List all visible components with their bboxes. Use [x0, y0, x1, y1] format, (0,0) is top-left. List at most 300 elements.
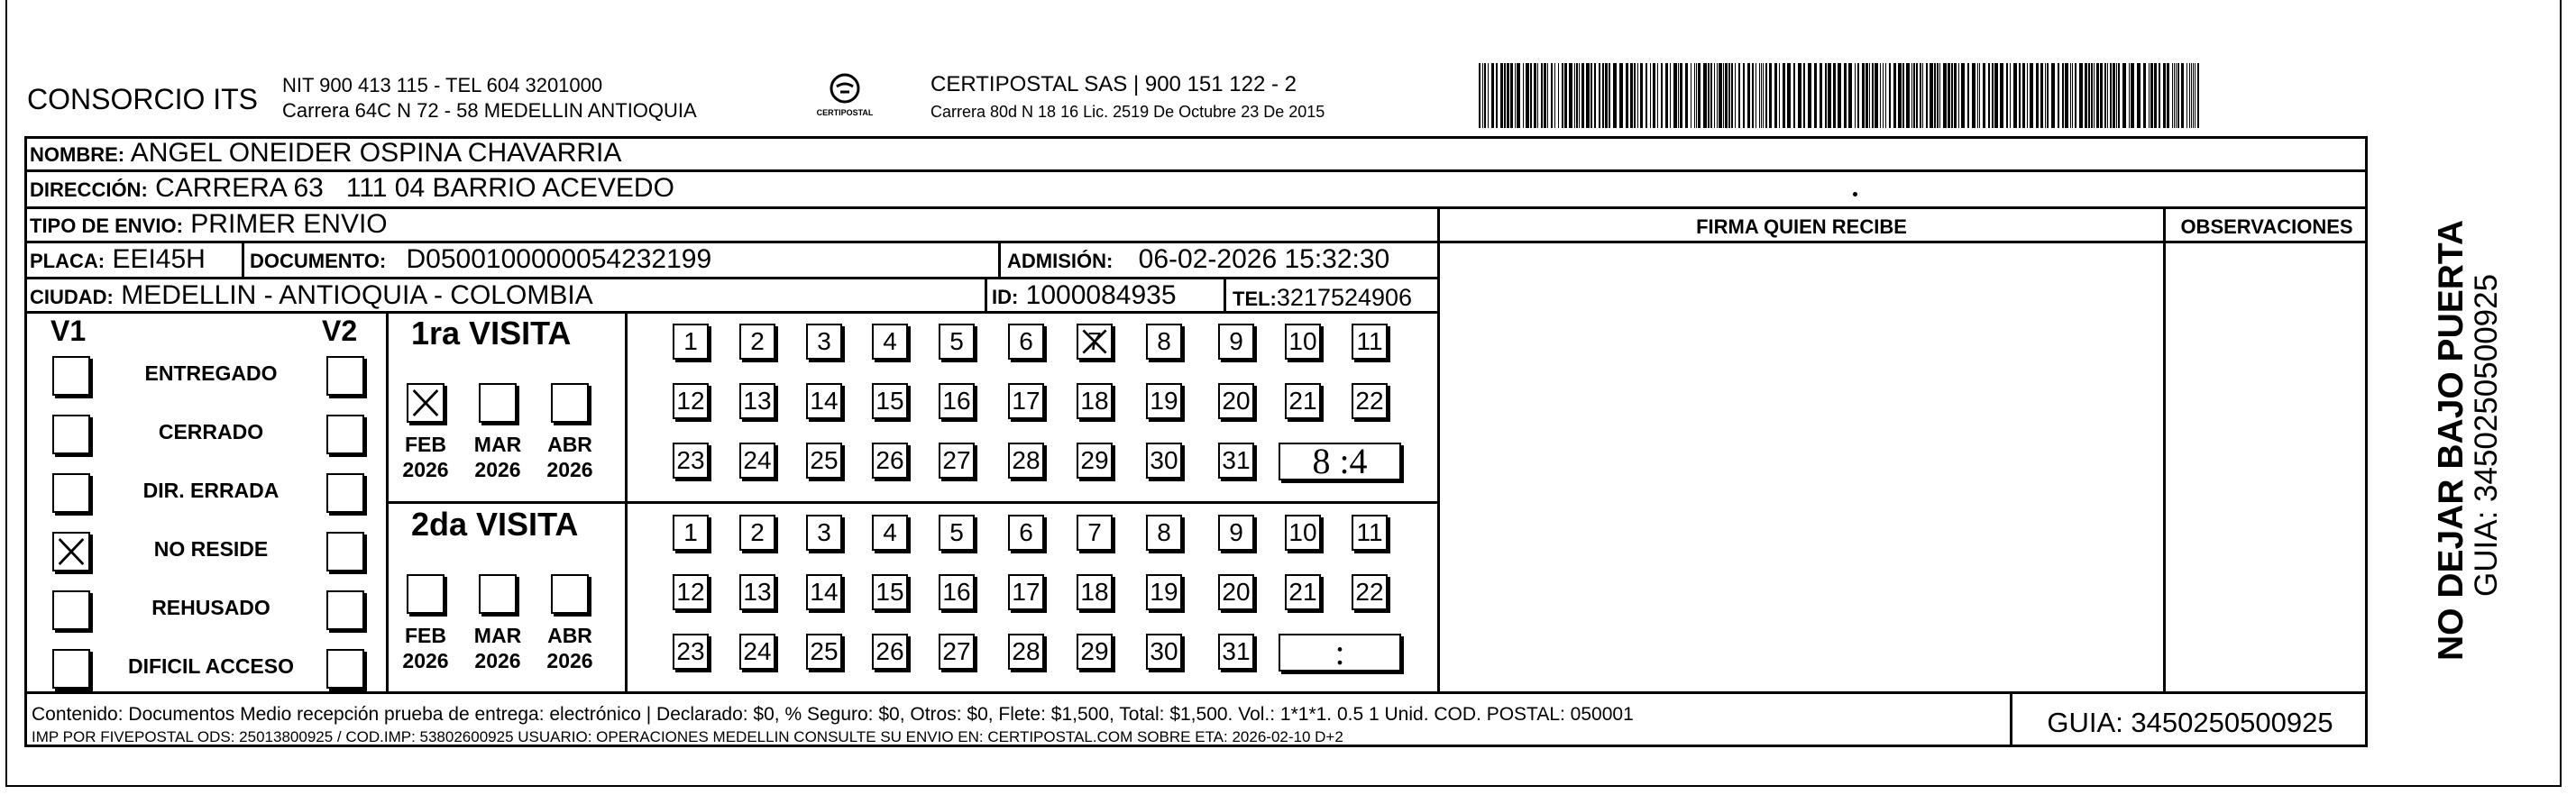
- barcode-bar: [2143, 63, 2146, 128]
- barcode-bar: [1562, 63, 1563, 128]
- direccion-value: CARRERA 63 111 04 BARRIO ACEVEDO: [155, 173, 674, 203]
- barcode-bar: [1814, 63, 1817, 128]
- barcode-bar: [1547, 63, 1548, 128]
- day-box[interactable]: 24: [739, 634, 775, 670]
- barcode-bar: [1626, 63, 1628, 128]
- imp-text: IMP POR FIVEPOSTAL ODS: 25013800925 / COD.IMP: 53802600925 USUARIO: OPERACIONES MEDELLIN CONSULTE SU ENVIO EN: CERTIPOSTAL.COM SOBRE ETA: 2026-02-10 D+2: [32, 728, 1343, 745]
- v2-checkbox[interactable]: [326, 356, 364, 396]
- day-box[interactable]: 9: [1218, 515, 1254, 551]
- barcode-bar: [1526, 63, 1529, 128]
- barcode-bar: [1838, 63, 1841, 128]
- barcode-bar: [1875, 63, 1878, 128]
- day-box[interactable]: 8: [1146, 515, 1182, 551]
- barcode-bar: [2019, 63, 2021, 128]
- month-year: 2026: [402, 649, 449, 672]
- day-box[interactable]: 26: [872, 634, 908, 670]
- row-divider: [24, 169, 2368, 172]
- day-box[interactable]: 1: [673, 515, 709, 551]
- barcode-bar: [1869, 63, 1870, 128]
- footer-guia: GUIA: 3450250500925: [2047, 707, 2333, 738]
- dot-mark: [1853, 192, 1857, 196]
- barcode-bar: [2110, 63, 2112, 128]
- v2-header: V2: [322, 315, 358, 347]
- barcode-bar: [1783, 63, 1785, 128]
- day-box[interactable]: 4: [872, 324, 908, 360]
- barcode-bar: [1703, 63, 1707, 128]
- admision-row: [1007, 245, 1389, 276]
- reason-label: REHUSADO: [151, 596, 270, 619]
- tel-row: [1233, 283, 1412, 314]
- barcode-bar: [1479, 63, 1481, 128]
- v1-checkbox[interactable]: [52, 356, 90, 396]
- cell-divider: [242, 241, 244, 277]
- day-box[interactable]: 1: [673, 324, 709, 360]
- barcode-bar: [2191, 63, 2192, 128]
- v2-checkbox[interactable]: [326, 590, 364, 630]
- nombre-row: [30, 139, 621, 169]
- placa-row: [30, 245, 206, 276]
- barcode: [1479, 63, 2218, 128]
- barcode-bar: [1752, 63, 1754, 128]
- day-box[interactable]: 3: [806, 515, 842, 551]
- day-box[interactable]: 15: [872, 383, 908, 419]
- x-mark-icon: [54, 534, 88, 570]
- v1-checkbox[interactable]: [52, 473, 90, 513]
- month-year: 2026: [474, 458, 521, 481]
- v2-checkbox[interactable]: [326, 649, 364, 689]
- barcode-bar: [1922, 63, 1923, 128]
- barcode-bar: [1685, 63, 1688, 128]
- second-visit-title: 2da VISITA: [411, 506, 579, 543]
- barcode-bar: [2122, 63, 2126, 128]
- barcode-bar: [1591, 63, 1592, 128]
- month-label: ABR: [547, 433, 592, 456]
- v2-checkbox[interactable]: [326, 532, 364, 571]
- day-box[interactable]: 28: [1008, 443, 1044, 479]
- barcode-bar: [1911, 63, 1912, 128]
- barcode-bar: [1646, 63, 1647, 128]
- barcode-bar: [2174, 63, 2175, 128]
- barcode-bar: [2181, 63, 2184, 128]
- barcode-bar: [1678, 63, 1679, 128]
- barcode-bar: [1988, 63, 1990, 128]
- month-label: MAR: [473, 433, 522, 456]
- first-time-box[interactable]: 8 :4: [1279, 443, 1401, 480]
- row-divider: [24, 241, 2368, 243]
- v1-header: V1: [50, 315, 87, 347]
- day-box[interactable]: 3: [806, 324, 842, 360]
- placa-label: PLACA:: [30, 250, 105, 272]
- barcode-bar: [1581, 63, 1584, 128]
- day-box[interactable]: 29: [1077, 443, 1113, 479]
- barcode-bar: [1866, 63, 1868, 128]
- day-box[interactable]: 18: [1077, 383, 1113, 419]
- day-box[interactable]: 4: [872, 515, 908, 551]
- barcode-bar: [1926, 63, 1928, 128]
- barcode-bar: [1650, 63, 1651, 128]
- barcode-bar: [2176, 63, 2177, 128]
- day-box[interactable]: 7: [1077, 515, 1113, 551]
- day-box[interactable]: 12: [673, 574, 709, 610]
- day-box[interactable]: 22: [1352, 574, 1388, 610]
- barcode-bar: [2129, 63, 2130, 128]
- barcode-bar: [1937, 63, 1939, 128]
- day-box[interactable]: 30: [1146, 443, 1182, 479]
- barcode-bar: [1747, 63, 1750, 128]
- barcode-bar: [1825, 63, 1827, 128]
- placa-value: EEI45H: [112, 244, 206, 274]
- certipostal-logo-icon: [813, 70, 876, 121]
- barcode-bar: [1510, 63, 1513, 128]
- documento-value: D0500100000054232199: [406, 244, 712, 274]
- barcode-bar: [1820, 63, 1822, 128]
- reason-label: ENTREGADO: [144, 361, 278, 385]
- barcode-bar: [2189, 63, 2190, 128]
- x-mark-icon: [408, 385, 443, 421]
- barcode-bar: [2186, 63, 2187, 128]
- month-checkbox[interactable]: [407, 383, 445, 423]
- barcode-bar: [2088, 63, 2090, 128]
- barcode-bar: [1594, 63, 1596, 128]
- barcode-bar: [2193, 63, 2194, 128]
- barcode-bar: [1844, 63, 1847, 128]
- barcode-bar: [2094, 63, 2095, 128]
- column-divider: [1437, 206, 1440, 691]
- barcode-bar: [1515, 63, 1516, 128]
- firma-header: FIRMA QUIEN RECIBE: [1696, 215, 1907, 238]
- cell-divider: [985, 277, 987, 311]
- day-box[interactable]: 16: [939, 383, 975, 419]
- reason-label: NO RESIDE: [153, 537, 269, 561]
- barcode-bar: [1488, 63, 1489, 128]
- day-box[interactable]: 2: [739, 324, 775, 360]
- tipo-envio-row: [30, 210, 388, 241]
- barcode-bar: [2075, 63, 2076, 128]
- barcode-bar: [2154, 63, 2157, 128]
- month-checkbox[interactable]: [551, 383, 589, 423]
- barcode-bar: [1883, 63, 1884, 128]
- reason-label: CERRADO: [158, 420, 264, 443]
- barcode-bar: [1640, 63, 1643, 128]
- barcode-bar: [1599, 63, 1600, 128]
- barcode-bar: [2096, 63, 2099, 128]
- barcode-bar: [1961, 63, 1965, 128]
- barcode-bar: [1694, 63, 1695, 128]
- barcode-bar: [1484, 63, 1486, 128]
- barcode-bar: [1994, 63, 1998, 128]
- barcode-bar: [1653, 63, 1655, 128]
- barcode-bar: [2079, 63, 2083, 128]
- barcode-bar: [2137, 63, 2141, 128]
- barcode-bar: [2107, 63, 2108, 128]
- day-box[interactable]: 10: [1285, 515, 1321, 551]
- barcode-bar: [1738, 63, 1740, 128]
- barcode-bar: [1602, 63, 1604, 128]
- barcode-bar: [1943, 63, 1947, 128]
- barcode-bar: [2072, 63, 2073, 128]
- barcode-bar: [1710, 63, 1712, 128]
- day-box[interactable]: 7: [1077, 324, 1113, 360]
- barcode-bar: [1930, 63, 1933, 128]
- barcode-bar: [2195, 63, 2196, 128]
- barcode-bar: [2091, 63, 2093, 128]
- day-box[interactable]: 17: [1008, 383, 1044, 419]
- barcode-bar: [1972, 63, 1976, 128]
- barcode-bar: [1857, 63, 1859, 128]
- id-value: 1000084935: [1025, 280, 1177, 310]
- month-label: FEB: [405, 624, 446, 647]
- v2-checkbox[interactable]: [326, 473, 364, 513]
- day-box[interactable]: 6: [1008, 324, 1044, 360]
- v1-checkbox[interactable]: [52, 532, 90, 571]
- day-box[interactable]: 6: [1008, 515, 1044, 551]
- barcode-bar: [1889, 63, 1891, 128]
- cell-divider: [1224, 277, 1226, 311]
- day-box[interactable]: 20: [1218, 574, 1254, 610]
- barcode-bar: [1885, 63, 1886, 128]
- barcode-bar: [2167, 63, 2169, 128]
- barcode-bar: [1828, 63, 1831, 128]
- barcode-bar: [1848, 63, 1852, 128]
- barcode-bar: [1630, 63, 1633, 128]
- day-box[interactable]: 23: [673, 443, 709, 479]
- day-box[interactable]: 8: [1146, 324, 1182, 360]
- barcode-bar: [1967, 63, 1969, 128]
- barcode-bar: [1609, 63, 1610, 128]
- barcode-bar: [1735, 63, 1736, 128]
- month-checkbox[interactable]: [479, 383, 517, 423]
- day-box[interactable]: 9: [1218, 324, 1254, 360]
- barcode-bar: [1872, 63, 1874, 128]
- barcode-bar: [2065, 63, 2068, 128]
- barcode-bar: [1537, 63, 1538, 128]
- nombre-label: NOMBRE:: [30, 143, 125, 166]
- id-label: ID:: [992, 286, 1019, 308]
- barcode-bar: [1554, 63, 1555, 128]
- barcode-bar: [1898, 63, 1902, 128]
- barcode-bar: [1558, 63, 1559, 128]
- barcode-bar: [1902, 63, 1904, 128]
- row-divider: [24, 277, 1440, 279]
- barcode-bar: [1576, 63, 1578, 128]
- nombre-value: ANGEL ONEIDER OSPINA CHAVARRIA: [130, 138, 622, 168]
- v1-checkbox[interactable]: [52, 590, 90, 630]
- day-box[interactable]: 19: [1146, 574, 1182, 610]
- barcode-bar: [1731, 63, 1733, 128]
- barcode-bar: [1569, 63, 1572, 128]
- contenido-text: Contenido: Documentos Medio recepción prueba de entrega: electrónico | Declarado: $0, % Seguro: $0, Otros: $0, Flete: $1,500, Total: $1,500. Vol.: 1*1*1. 0.5 1 Unid. COD. POSTAL: 050001: [32, 704, 1634, 725]
- barcode-bar: [2172, 63, 2173, 128]
- day-box[interactable]: 30: [1146, 634, 1182, 670]
- carrier-address: Carrera 80d N 18 16 Lic. 2519 De Octubre 23 De 2015: [930, 103, 1325, 121]
- id-row: [992, 281, 1177, 312]
- observaciones-header: OBSERVACIONES: [2180, 215, 2353, 238]
- reason-label: DIFICIL ACCESO: [127, 654, 294, 678]
- month-label: FEB: [405, 433, 446, 456]
- barcode-bar: [1634, 63, 1636, 128]
- month-checkbox[interactable]: [407, 574, 445, 614]
- barcode-bar: [1793, 63, 1795, 128]
- visit-divider: [386, 501, 1437, 504]
- month-checkbox[interactable]: [551, 574, 589, 614]
- logo-caption: CERTIPOSTAL: [816, 108, 874, 117]
- day-box[interactable]: 10: [1285, 324, 1321, 360]
- v2-checkbox[interactable]: [326, 415, 364, 454]
- barcode-bar: [1913, 63, 1915, 128]
- barcode-bar: [2150, 63, 2153, 128]
- barcode-bar: [1951, 63, 1953, 128]
- barcode-bar: [2058, 63, 2059, 128]
- day-box[interactable]: 5: [939, 515, 975, 551]
- barcode-bar: [1893, 63, 1896, 128]
- barcode-bar: [1977, 63, 1978, 128]
- direccion-label: DIRECCIÓN:: [30, 178, 148, 201]
- barcode-bar: [1934, 63, 1936, 128]
- day-box[interactable]: 25: [806, 634, 842, 670]
- day-box[interactable]: 22: [1352, 383, 1388, 419]
- day-box[interactable]: 14: [806, 383, 842, 419]
- cell-divider: [998, 241, 1001, 277]
- barcode-bar: [1992, 63, 1994, 128]
- day-box[interactable]: 27: [939, 634, 975, 670]
- barcode-bar: [1880, 63, 1881, 128]
- day-box[interactable]: 31: [1218, 443, 1254, 479]
- barcode-bar: [1619, 63, 1623, 128]
- documento-label: DOCUMENTO:: [250, 250, 387, 272]
- admision-value: 06-02-2026 15:32:30: [1138, 244, 1390, 274]
- barcode-bar: [1948, 63, 1950, 128]
- barcode-bar: [1564, 63, 1567, 128]
- barcode-bar: [1496, 63, 1498, 128]
- barcode-bar: [2040, 63, 2043, 128]
- column-divider: [2163, 206, 2166, 691]
- barcode-bar: [1939, 63, 1940, 128]
- barcode-bar: [1798, 63, 1801, 128]
- company-name: CONSORCIO ITS: [27, 83, 259, 115]
- barcode-bar: [2000, 63, 2003, 128]
- company-address: Carrera 64C N 72 - 58 MEDELLIN ANTIOQUIA: [282, 99, 697, 122]
- day-box[interactable]: 26: [872, 443, 908, 479]
- barcode-bar: [2113, 63, 2115, 128]
- barcode-bar: [2010, 63, 2011, 128]
- day-box[interactable]: 21: [1285, 574, 1321, 610]
- barcode-bar: [1491, 63, 1494, 128]
- day-box[interactable]: 31: [1218, 634, 1254, 670]
- barcode-bar: [1958, 63, 1959, 128]
- barcode-bar: [1725, 63, 1728, 128]
- barcode-bar: [1916, 63, 1918, 128]
- barcode-bar: [1482, 63, 1483, 128]
- day-box[interactable]: 2: [739, 515, 775, 551]
- barcode-bar: [1661, 63, 1663, 128]
- barcode-bar: [1769, 63, 1772, 128]
- barcode-bar: [2045, 63, 2046, 128]
- day-box[interactable]: 11: [1352, 324, 1388, 360]
- barcode-bar: [1717, 63, 1718, 128]
- barcode-bar: [1579, 63, 1580, 128]
- second-time-box[interactable]: :: [1279, 634, 1401, 672]
- day-box[interactable]: 25: [806, 443, 842, 479]
- barcode-bar: [2085, 63, 2087, 128]
- day-box[interactable]: 13: [739, 574, 775, 610]
- barcode-bar: [1759, 63, 1760, 128]
- day-box[interactable]: 19: [1146, 383, 1182, 419]
- barcode-bar: [1855, 63, 1856, 128]
- barcode-bar: [2131, 63, 2134, 128]
- ciudad-row: [30, 281, 593, 312]
- barcode-bar: [1698, 63, 1701, 128]
- barcode-bar: [2149, 63, 2150, 128]
- barcode-bar: [2036, 63, 2039, 128]
- barcode-bar: [1613, 63, 1617, 128]
- barcode-bar: [1504, 63, 1506, 128]
- barcode-bar: [1637, 63, 1638, 128]
- day-box[interactable]: 5: [939, 324, 975, 360]
- barcode-bar: [1680, 63, 1682, 128]
- day-box[interactable]: 29: [1077, 634, 1113, 670]
- barcode-bar: [1723, 63, 1724, 128]
- barcode-bar: [1862, 63, 1865, 128]
- barcode-bar: [1719, 63, 1722, 128]
- no-dejar-warning: NO DEJAR BAJO PUERTA: [2432, 219, 2471, 661]
- barcode-bar: [1743, 63, 1745, 128]
- barcode-bar: [1833, 63, 1836, 128]
- barcode-bar: [2047, 63, 2049, 128]
- barcode-bar: [1605, 63, 1608, 128]
- day-box[interactable]: 14: [806, 574, 842, 610]
- barcode-bar: [1586, 63, 1590, 128]
- barcode-bar: [1708, 63, 1710, 128]
- barcode-bar: [2104, 63, 2106, 128]
- day-box[interactable]: 28: [1008, 634, 1044, 670]
- ciudad-value: MEDELLIN - ANTIOQUIA - COLOMBIA: [121, 280, 593, 310]
- barcode-bar: [1906, 63, 1910, 128]
- barcode-bar: [1763, 63, 1764, 128]
- month-checkbox[interactable]: [479, 574, 517, 614]
- month-year: 2026: [402, 458, 449, 481]
- day-box[interactable]: 15: [872, 574, 908, 610]
- day-box[interactable]: 23: [673, 634, 709, 670]
- barcode-bar: [2006, 63, 2008, 128]
- barcode-bar: [1507, 63, 1509, 128]
- barcode-bar: [2159, 63, 2160, 128]
- day-box[interactable]: 12: [673, 383, 709, 419]
- day-box[interactable]: 13: [739, 383, 775, 419]
- day-box[interactable]: 18: [1077, 574, 1113, 610]
- month-year: 2026: [546, 458, 593, 481]
- tel-value: 3217524906: [1276, 284, 1413, 311]
- day-box[interactable]: 17: [1008, 574, 1044, 610]
- barcode-bar: [1808, 63, 1811, 128]
- day-box[interactable]: 20: [1218, 383, 1254, 419]
- day-box[interactable]: 27: [939, 443, 975, 479]
- tipo-label: TIPO DE ENVIO:: [30, 215, 183, 237]
- day-box[interactable]: 16: [939, 574, 975, 610]
- barcode-bar: [1670, 63, 1671, 128]
- day-box[interactable]: 24: [739, 443, 775, 479]
- barcode-bar: [1774, 63, 1777, 128]
- v1-checkbox[interactable]: [52, 415, 90, 454]
- v1-checkbox[interactable]: [52, 649, 90, 689]
- barcode-bar: [1517, 63, 1520, 128]
- ciudad-label: CIUDAD:: [30, 286, 114, 308]
- barcode-bar: [1920, 63, 1921, 128]
- reason-label: DIR. ERRADA: [142, 479, 280, 502]
- day-box[interactable]: 11: [1352, 515, 1388, 551]
- barcode-bar: [1534, 63, 1536, 128]
- barcode-bar: [2013, 63, 2017, 128]
- day-box[interactable]: 21: [1285, 383, 1321, 419]
